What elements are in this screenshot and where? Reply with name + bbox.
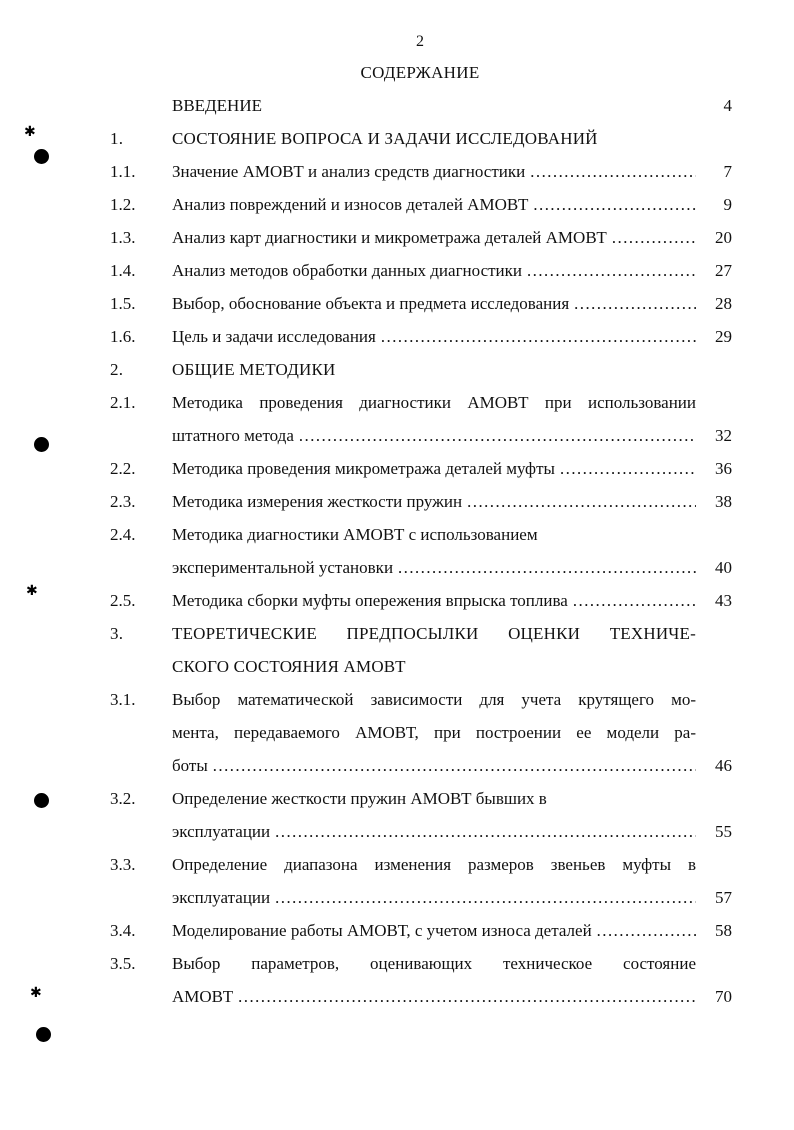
toc-text: Анализ методов обработки данных диагностики ……………………………………………………………………………………………………………………………………………… [172,261,696,281]
toc-row [0,756,794,789]
toc-row [0,459,794,492]
toc-page: 27 [715,261,732,280]
toc-number: 3.1. [110,690,136,709]
toc-page: 9 [723,195,732,214]
toc-text: Цель и задачи исследования ……………………………………………………………………………………………………………………………………………… [172,327,696,347]
toc-number: 3.5. [110,954,136,973]
toc-page: 7 [723,162,732,181]
toc-page: 46 [715,756,732,775]
toc-row [0,525,794,558]
toc-text: Выбор параметров, оценивающих техническое состояние [172,954,696,973]
punch-hole [34,437,49,452]
toc-row [0,888,794,921]
toc-text: Определение диапазона изменения размеров звеньев муфты в [172,855,696,874]
punch-hole [36,1027,51,1042]
toc-page: 38 [715,492,732,511]
punch-hole [34,149,49,164]
toc-row [0,591,794,624]
toc-text: Методика проведения диагностики АМОВТ при использовании [172,393,696,412]
toc-row [0,492,794,525]
toc-text: Выбор математической зависимости для учета крутящего мо- [172,690,696,709]
toc-number: 1.2. [110,195,136,214]
toc-number: 3.4. [110,921,136,940]
toc-row [0,855,794,888]
toc-page: 43 [715,591,732,610]
toc-text: Анализ повреждений и износов деталей АМОВТ ……………………………………………………………………………………………………………………………………………… [172,195,696,215]
toc-row [0,360,794,393]
toc-text: Анализ карт диагностики и микрометража деталей АМОВТ ……………………………………………………………………………………………………………………………………………… [172,228,696,248]
scan-smudge-icon: ✱ [26,584,38,599]
toc-text: СОСТОЯНИЕ ВОПРОСА И ЗАДАЧИ ИССЛЕДОВАНИЙ [172,129,598,148]
toc-text: мента, передаваемого АМОВТ, при построении ее модели ра- [172,723,696,742]
toc-text: СКОГО СОСТОЯНИЯ АМОВТ [172,657,406,676]
toc-page: 20 [715,228,732,247]
toc-row [0,723,794,756]
toc-row [0,921,794,954]
toc-number: 2.1. [110,393,136,412]
toc-text: ОБЩИЕ МЕТОДИКИ [172,360,336,379]
toc-intro-label: ВВЕДЕНИЕ [172,96,262,115]
scan-smudge-icon: ✱ [30,986,42,1001]
toc-text: штатного метода ……………………………………………………………………………………………………………………………………………… [172,426,696,446]
toc-number: 1.6. [110,327,136,346]
toc-page: 70 [715,987,732,1006]
toc-page: 36 [715,459,732,478]
toc-number: 3.2. [110,789,136,808]
toc-text: Методика измерения жесткости пружин ……………………………………………………………………………………………………………………………………………… [172,492,696,512]
toc-number: 2.3. [110,492,136,511]
scan-smudge-icon: ✱ [24,125,36,140]
toc-row [0,129,794,162]
toc-text: боты ……………………………………………………………………………………………………………………………………………… [172,756,696,776]
punch-hole [34,793,49,808]
toc-row [0,690,794,723]
toc-row [0,954,794,987]
toc-page: 29 [715,327,732,346]
toc-number: 3.3. [110,855,136,874]
toc-text: экспериментальной установки ……………………………………………………………………………………………………………………………………………… [172,558,696,578]
toc-text: Методика диагностики АМОВТ с использованием [172,525,538,544]
toc-number: 1. [110,129,124,148]
toc-text: Определение жесткости пружин АМОВТ бывших в [172,789,547,808]
toc-row [0,789,794,822]
toc-page: 55 [715,822,732,841]
toc-row-intro [0,96,794,129]
toc-page: 40 [715,558,732,577]
toc-text: Методика сборки муфты опережения впрыска топлива ……………………………………………………………………………………………………………………………………………… [172,591,696,611]
toc-row [0,624,794,657]
toc-text: Моделирование работы АМОВТ, с учетом износа деталей ……………………………………………………………………………………………………………………………………………… [172,921,696,941]
toc-text: эксплуатации ……………………………………………………………………………………………………………………………………………… [172,888,696,908]
toc-page: 57 [715,888,732,907]
toc-text: Методика проведения микрометража деталей муфты ……………………………………………………………………………………………………………………………………………… [172,459,696,479]
toc-number: 2.4. [110,525,136,544]
toc-text: Выбор, обоснование объекта и предмета исследования ……………………………………………………………………………………………………………………………………………… [172,294,696,314]
toc-row [0,294,794,327]
page-number: 2 [416,33,424,50]
toc-text: эксплуатации ……………………………………………………………………………………………………………………………………………… [172,822,696,842]
toc-row [0,657,794,690]
toc-row [0,162,794,195]
toc-number: 1.1. [110,162,136,181]
toc-page: 32 [715,426,732,445]
toc-row [0,558,794,591]
toc-row [0,327,794,360]
toc-number: 2.2. [110,459,136,478]
toc-page: 28 [715,294,732,313]
toc-number: 3. [110,624,124,643]
page-title: СОДЕРЖАНИЕ [360,63,480,82]
toc-text: АМОВТ ……………………………………………………………………………………………………………………………………………… [172,987,696,1007]
toc-number: 1.4. [110,261,136,280]
toc-number: 1.3. [110,228,136,247]
toc-row [0,228,794,261]
toc-row [0,822,794,855]
toc-row [0,261,794,294]
toc-number: 2. [110,360,124,379]
toc-row [0,393,794,426]
toc-row [0,195,794,228]
toc-intro-page: 4 [723,96,732,115]
toc-text: ТЕОРЕТИЧЕСКИЕ ПРЕДПОСЫЛКИ ОЦЕНКИ ТЕХНИЧЕ- [172,624,696,643]
toc-text: Значение АМОВТ и анализ средств диагностики ……………………………………………………………………………………………………………………………………………… [172,162,696,182]
toc-number: 1.5. [110,294,136,313]
toc-number: 2.5. [110,591,136,610]
toc-row [0,426,794,459]
toc-page: 58 [715,921,732,940]
toc-row [0,987,794,1020]
